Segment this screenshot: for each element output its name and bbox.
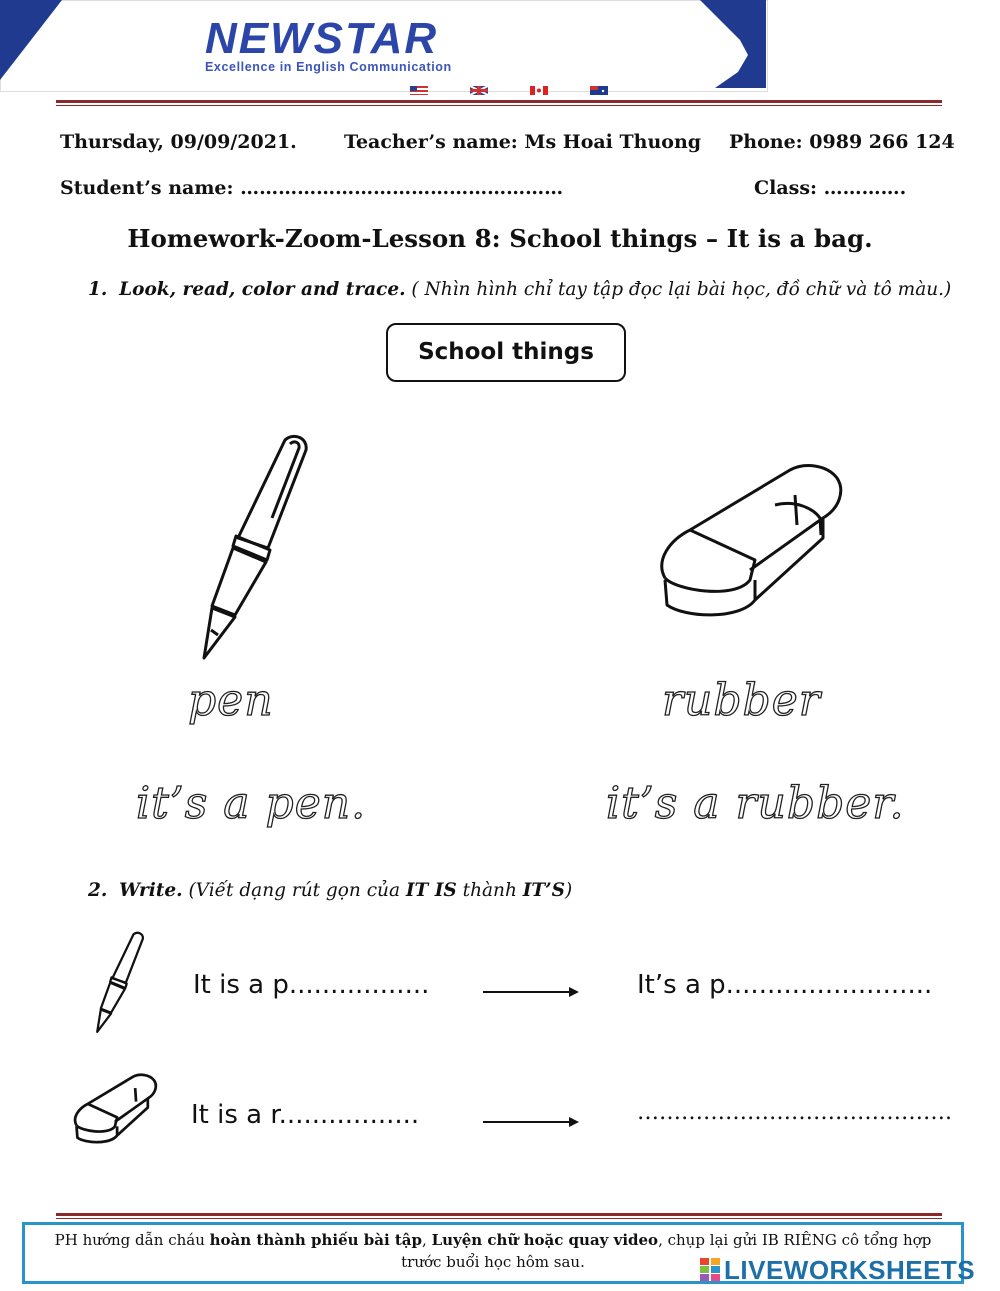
liveworksheets-logo-icon (700, 1258, 720, 1282)
footer-rule-thin (56, 1218, 942, 1219)
exercise2-note-bold1: IT IS (405, 880, 457, 901)
school-things-box (386, 323, 626, 382)
exercise1-instruction (88, 279, 951, 300)
rubber-icon (655, 460, 850, 625)
teacher-text: Teacher’s name: Ms Hoai Thuong (344, 131, 702, 153)
write-row2-right[interactable]: ……………………………………. (637, 1100, 952, 1125)
us-flag-icon (410, 86, 428, 95)
date-text: Thursday, 09/09/2021. (60, 131, 297, 153)
exercise2-instruction (88, 880, 572, 901)
uk-flag-icon (470, 86, 488, 95)
brand-logo-text: NEWSTAR (205, 14, 439, 63)
australia-flag-icon (590, 86, 608, 95)
trace-word-pen[interactable]: pen (188, 675, 274, 726)
write-row2-left[interactable]: It is a r................. (191, 1100, 420, 1130)
exercise1-note: ( Nhìn hình chỉ tay tập đọc lại bài học, đồ chữ và tô màu.) (411, 279, 952, 300)
arrow-icon (483, 985, 579, 999)
class-field[interactable]: Class: …………. (754, 177, 907, 199)
header-banner (0, 0, 768, 92)
small-rubber-icon (72, 1072, 160, 1147)
trace-sentence-rubber[interactable]: it’s a rubber. (606, 778, 905, 829)
brand-tagline: Excellence in English Communication (205, 60, 452, 74)
exercise2-note-post: ) (564, 880, 573, 901)
liveworksheets-watermark[interactable]: LIVEWORKSHEETS (724, 1255, 976, 1285)
write-row1-left[interactable]: It is a p................. (193, 970, 430, 1000)
header-rule (56, 100, 942, 103)
trace-word-rubber[interactable]: rubber (662, 675, 821, 726)
school-things-label: School things (418, 339, 594, 365)
canada-flag-icon (530, 86, 548, 95)
trace-sentence-pen[interactable]: it’s a pen. (136, 778, 367, 829)
small-pen-icon (90, 930, 150, 1035)
exercise2-note-bold2: IT’S (522, 880, 565, 901)
parent-note: PH hướng dẫn cháu hoàn thành phiếu bài tập, Luyện chữ hoặc quay video, chụp lại gửi IB RIÊNG cô tổng hợp trước buổi học hôm sau. (54, 1231, 932, 1271)
arrow-icon (483, 1115, 579, 1129)
exercise2-note-mid: thành (456, 880, 523, 901)
worksheet-title: Homework-Zoom-Lesson 8: School things – It is a bag. (127, 224, 873, 253)
exercise2-number: 2. (88, 880, 108, 901)
footer-rule (56, 1213, 942, 1216)
phone-text: Phone: 0989 266 124 (729, 131, 955, 153)
pen-icon (190, 430, 320, 665)
header-rule-thin (56, 105, 942, 106)
exercise1-heading: Look, read, color and trace. (119, 279, 406, 300)
exercise2-heading: Write. (119, 880, 183, 901)
write-row1-right[interactable]: It’s a p......................... (637, 970, 933, 1000)
student-name-field[interactable]: Student’s name: …………………………………………… (60, 177, 564, 199)
exercise2-note-pre: (Viết dạng rút gọn của (188, 880, 406, 901)
exercise1-number: 1. (88, 279, 108, 300)
